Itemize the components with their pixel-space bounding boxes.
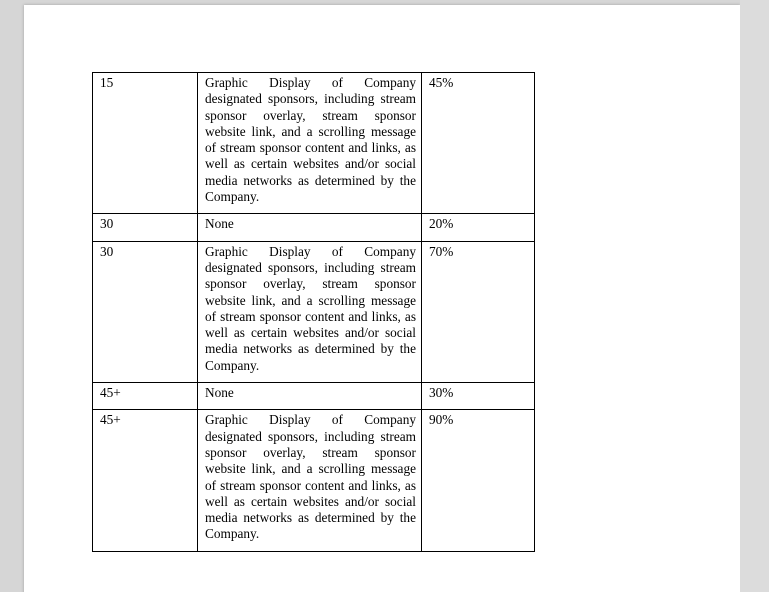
table-row	[93, 214, 535, 241]
table-row	[93, 383, 535, 410]
sponsorship-table	[92, 72, 535, 552]
document-page	[24, 5, 740, 592]
percentage-cell: 70%	[422, 241, 535, 382]
percentage-cell: 20%	[422, 214, 535, 241]
percentage-cell: 45%	[422, 73, 535, 214]
days-cell: 45+	[93, 410, 198, 551]
description-cell: Graphic Display of Company designated sponsors, including stream sponsor overlay, stream sponsor website link, and a scrolling message of stream sponsor content and links, as well as certain websites and/or social media networks as determined by the Company.	[198, 241, 422, 382]
percentage-cell: 30%	[422, 383, 535, 410]
description-cell: Graphic Display of Company designated sponsors, including stream sponsor overlay, stream sponsor website link, and a scrolling message of stream sponsor content and links, as well as certain websites and/or social media networks as determined by the Company.	[198, 73, 422, 214]
vertical-scrollbar[interactable]	[740, 0, 769, 592]
description-cell: None	[198, 383, 422, 410]
description-cell: Graphic Display of Company designated sponsors, including stream sponsor overlay, stream sponsor website link, and a scrolling message of stream sponsor content and links, as well as certain websites and/or social media networks as determined by the Company.	[198, 410, 422, 551]
table-row	[93, 73, 535, 214]
days-cell: 45+	[93, 383, 198, 410]
table-row	[93, 410, 535, 551]
percentage-cell: 90%	[422, 410, 535, 551]
days-cell: 30	[93, 214, 198, 241]
days-cell: 30	[93, 241, 198, 382]
days-cell: 15	[93, 73, 198, 214]
description-cell: None	[198, 214, 422, 241]
table-row	[93, 241, 535, 382]
